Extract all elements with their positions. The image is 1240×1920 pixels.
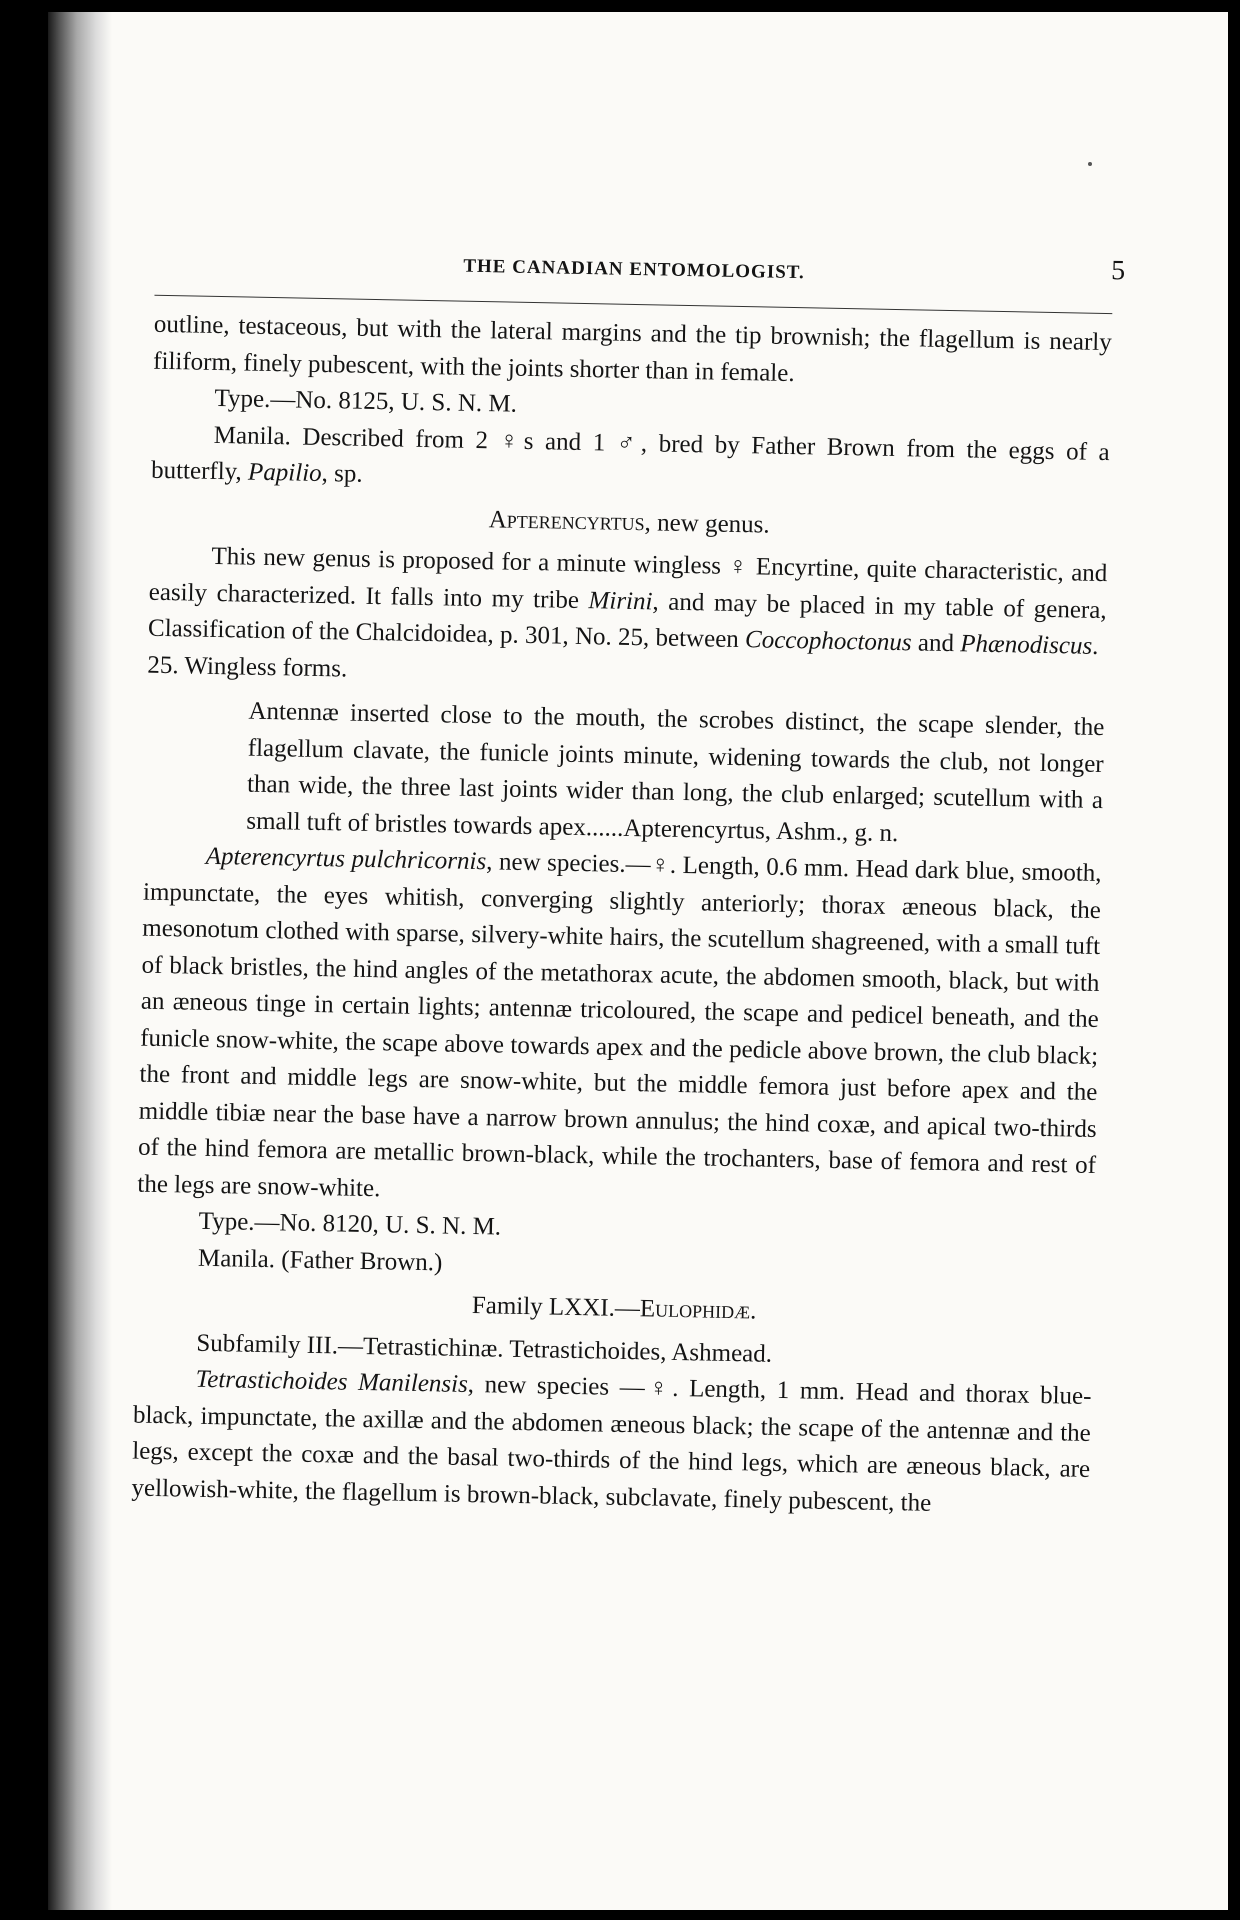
locality-text-end: , sp. xyxy=(321,459,363,488)
dust-speck xyxy=(1088,162,1092,166)
paragraph-male-description: outline, testaceous, but with the lateral margins and the tip brownish; the flagellum is nearly filiform, finely pubescent, with the joints shorter than in female. xyxy=(152,310,1112,387)
tribe-mirini: Mirini xyxy=(588,586,653,615)
genus-coccophoctonus: Coccophoctonus xyxy=(744,626,912,657)
species-name-tetrastichoides: Tetrastichoides Manilensis xyxy=(195,1365,469,1398)
species-description xyxy=(137,838,1102,1221)
locality-line-2: Manila. (Father Brown.) xyxy=(197,1244,443,1276)
type-line: Type.—No. 8125, U. S. N. M. xyxy=(214,384,518,418)
family-heading-end: . xyxy=(749,1297,757,1325)
scanned-page xyxy=(48,12,1228,1910)
body-text xyxy=(131,307,1112,1525)
key-paragraph: Antennæ inserted close to the mouth, the scrobes distinct, the scape slender, the flagellum clavate, the funicle joints minute, widening towards the club, not longer than wide, the three last joints wider than long, the club enlarged; scutellum with a small tuft of bristles towards apex......Apterencyrtus, Ashm., g. n. xyxy=(246,697,1105,847)
species-name-apterencyrtus: Apterencyrtus pulchricornis xyxy=(205,842,487,876)
page-content xyxy=(131,12,1126,1517)
genus-text-a: This new genus is proposed for a minute wingless ♀ Encyrtine, quite characteristic, and easily characterized. It falls into my tribe xyxy=(148,542,1108,614)
genus-heading-name: Apterencyrtus xyxy=(488,505,645,536)
family-heading-name: Eulophidæ xyxy=(639,1295,751,1325)
genus-text-d: . xyxy=(1091,632,1099,660)
species-description-text: , new species.—♀. Length, 0.6 mm. Head dark blue, smooth, impunctate, the eyes whitish, converging slightly anteriorly; thorax æneous black, the mesonotum clothed with sparse, silvery-white hairs, the scutellum shagreened, with a small tuft of black bristles, the hind angles of the metathorax acute, the abdomen smooth, black, but with an æneous tinge in certain lights; antennæ tricoloured, the scape and pedicel beneath, and the funicle snow-white, the scape above towards apex and the pedicle above brown, the club black; the front and middle legs are snow-white, but the middle femora just before apex and the middle tibiæ near the base have a narrow brown annulus; the hind coxæ, and apical two-thirds of the hind femora are metallic brown-black, while the trochanters, base of femora and rest of the legs are snow-white. xyxy=(137,848,1102,1202)
wingless-forms-line: 25. Wingless forms. xyxy=(147,651,348,683)
type-line-2: Type.—No. 8120, U. S. N. M. xyxy=(198,1207,502,1241)
subfamily-line: Subfamily III.—Tetrastichinæ. Tetrastichoides, Ashmead. xyxy=(196,1329,773,1368)
locality-text: Manila. Described from 2 ♀s and 1 ♂, bred by Father Brown from the eggs of a butterfly, xyxy=(150,421,1110,486)
genus-paragraph xyxy=(148,538,1108,666)
page-number: 5 xyxy=(1110,255,1126,287)
running-title: THE CANADIAN ENTOMOLOGIST. xyxy=(463,255,805,284)
species-description-2 xyxy=(131,1361,1092,1525)
genus-text-b: , and may be placed in my table of genera, Classification of the Chalcidoidea, p. 301, No. 25, between xyxy=(147,587,1107,654)
genus-papilio: Papilio xyxy=(247,458,322,487)
genus-phaenodiscus: Phænodiscus xyxy=(960,630,1093,660)
genus-heading-suffix: , new genus. xyxy=(644,508,770,539)
family-heading-prefix: Family LXXI.— xyxy=(471,1292,641,1323)
page-header xyxy=(155,235,1126,293)
genus-text-c: and xyxy=(911,629,961,658)
book-spine-shadow xyxy=(48,12,112,1910)
species-description-2-text: , new species —♀. Length, 1 mm. Head and thorax blue-black, impunctate, the axillæ and the abdomen æneous black; the scape of the antennæ and the legs, except the coxæ and the basal two-thirds of the hind legs, which are æneous black, are yellowish-white, the flagellum is brown-black, subclavate, finely pubescent, the xyxy=(131,1370,1092,1517)
